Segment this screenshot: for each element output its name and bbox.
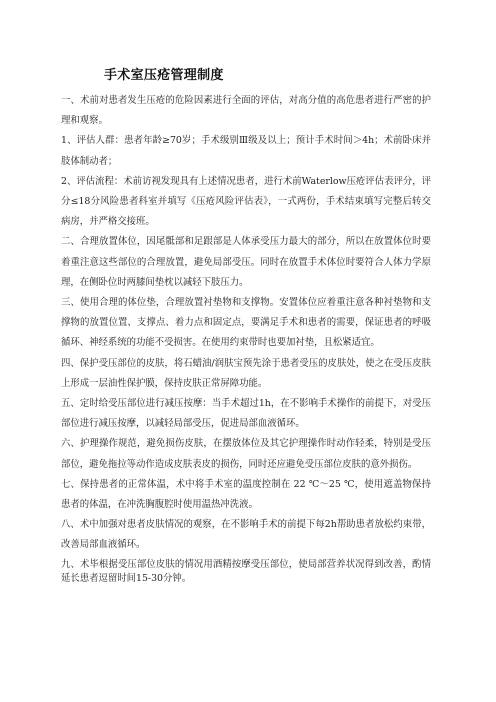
paragraph-5: 三、使用合理的体位垫，合理放置衬垫物和支撑物。安置体位应着重注意各种衬垫物和支撑物的放置位置、支撑点、着力点和固定点，要满足手术和患者的需要，保证患者的呼吸循环、神经系统的功能不受损害。在使用约束带时也要加衬垫，且松紧适宜。 xyxy=(61,297,431,349)
paragraph-10: 八、术中加强对患者皮肤情况的观察，在不影响手术的前提下每2h帮助患者放松约束带，改善局部血液循环。 xyxy=(61,519,431,551)
paragraph-4: 二、合理放置体位，因尾骶部和足跟部是人体承受压力最大的部分，所以在放置体位时要着重注意这些部位的合理放置，避免局部受压。同时在放置手术体位时要符合人体力学原理，在侧卧位时两膝间垫枕以减轻下肢压力。 xyxy=(61,236,431,288)
document-body xyxy=(61,91,431,586)
paragraph-2: 1、评估人群：患者年龄≥70岁；手术级别Ⅲ级及以上；预计手术时间＞4h；术前卧床并肢体制动者； xyxy=(61,135,431,167)
paragraph-7: 五、定时给受压部位进行减压按摩：当手术超过1h，在不影响手术操作的前提下，对受压部位进行减压按摩，以减轻局部受压，促进局部血液循环。 xyxy=(61,398,431,430)
paragraph-3: 2、评估流程：术前访视发现具有上述情况患者，进行术前Waterlow压疮评估表评分，评分≤18分风险患者科室并填写《压疮风险评估表》，一式两份，手术结束填写完整后转交病房，并严格交接班。 xyxy=(61,175,431,228)
document-title: 手术室压疮管理制度 xyxy=(104,68,224,83)
paragraph-11: 九、术毕根据受压部位皮肤的情况用酒精按摩受压部位，使局部营养状况得到改善，酌情延长患者逗留时间15-30分钟。 xyxy=(61,558,431,584)
paragraph-1: 一、术前对患者发生压疮的危险因素进行全面的评估，对高分值的高危患者进行严密的护理和观察。 xyxy=(61,95,431,127)
paragraph-9: 七、保持患者的正常体温，术中将手术室的温度控制在 22 ℃～25 ℃，使用遮盖物保持患者的体温，在冲洗胸腹腔时使用温热冲洗液。 xyxy=(61,478,431,511)
paragraph-8: 六、护理操作规范，避免损伤皮肤，在摆放体位及其它护理操作时动作轻柔，特别是受压部位，避免拖拉等动作造成皮肤表皮的损伤，同时还应避免受压部位皮肤的意外损伤。 xyxy=(61,438,431,470)
paragraph-6: 四、保护受压部位的皮肤，将石蜡油/润肤宝预先涂于患者受压的皮肤处，使之在受压皮肤上形成一层油性保护膜，保持皮肤正常屏障功能。 xyxy=(61,357,431,389)
